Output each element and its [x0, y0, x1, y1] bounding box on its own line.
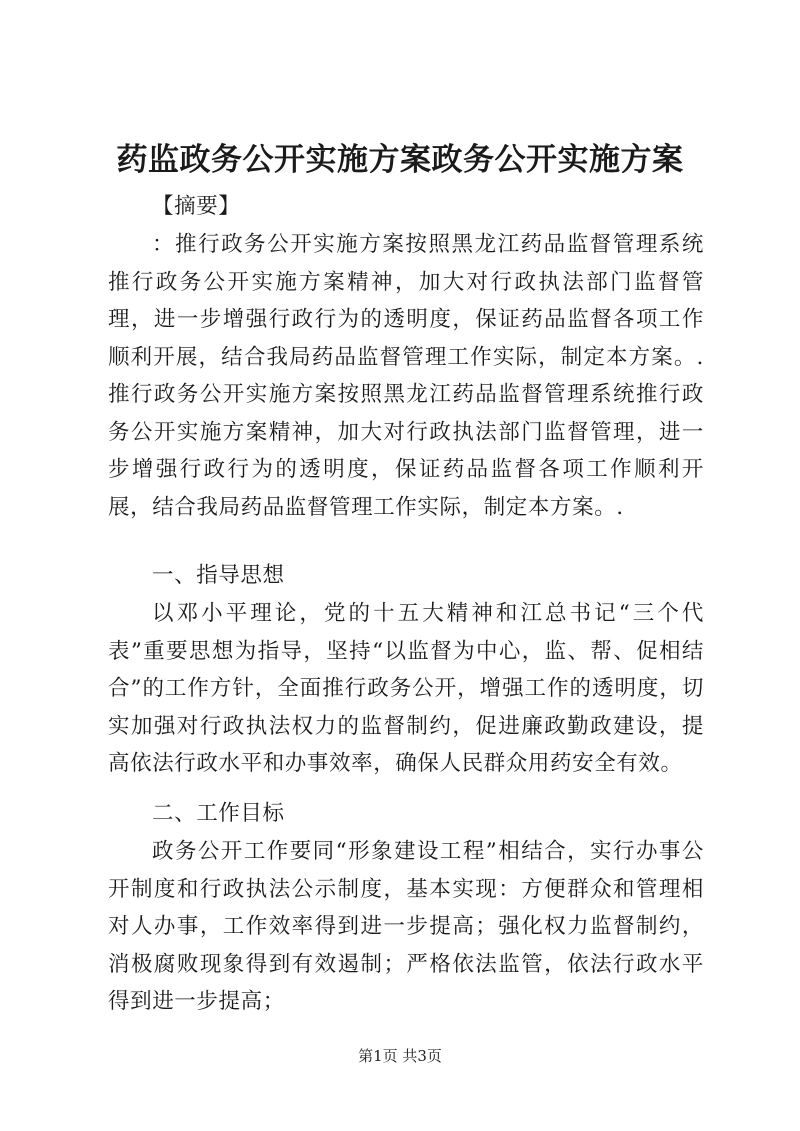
- section-heading-guiding-ideology: 一、指导思想: [152, 563, 285, 588]
- guiding-ideology-paragraph: 以邓小平理论，党的十五大精神和江总书记“三个代表”重要思想为指导，坚持“以监督为中心，监、帮、促相结合”的工作方针，全面推行政务公开，增强工作的透明度，切实加强对行政执法权力的监督制约，促进廉政勤政建设，提高依法行政水平和办事效率，确保人民群众用药安全有效。: [108, 601, 704, 776]
- document-title: 药监政务公开实施方案政务公开实施方案: [116, 142, 684, 178]
- section-heading-work-goals: 二、工作目标: [152, 801, 285, 826]
- page-number-label: 第1页 共3页: [358, 1047, 442, 1065]
- work-goals-paragraph: 政务公开工作要同“形象建设工程”相结合，实行办事公开制度和行政执法公示制度，基本实现：方便群众和管理相对人办事，工作效率得到进一步提高；强化权力监督制约，消极腐败现象得到有效遏制；严格依法监管，依法行政水平得到进一步提高；: [108, 839, 704, 1014]
- abstract-paragraph: ：推行政务公开实施方案按照黑龙江药品监督管理系统推行政务公开实施方案精神，加大对行政执法部门监督管理，进一步增强行政行为的透明度，保证药品监督各项工作顺利开展，结合我局药品监督管理工作实际，制定本方案。.推行政务公开实施方案按照黑龙江药品监督管理系统推行政务公开实施方案精神，加大对行政执法部门监督管理，进一步增强行政行为的透明度，保证药品监督各项工作顺利开展，结合我局药品监督管理工作实际，制定本方案。.: [108, 232, 704, 520]
- abstract-label: 【摘要】: [152, 194, 241, 219]
- page-footer: [0, 1046, 800, 1066]
